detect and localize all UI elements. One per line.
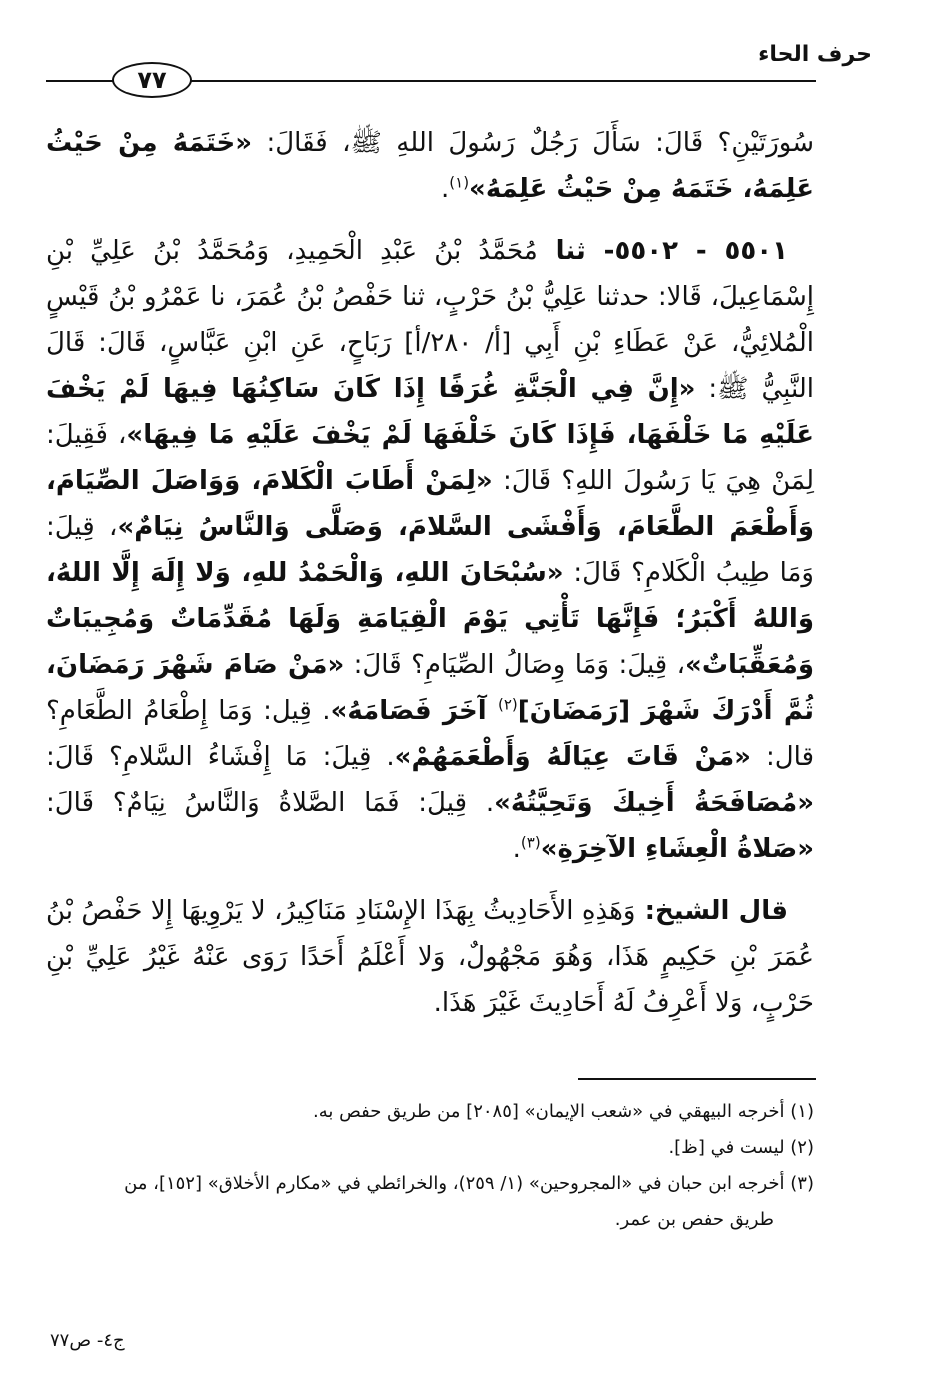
sheikh-label: قال الشيخ: xyxy=(635,896,788,926)
text-run: . قِيلَ: فَمَا الصَّلاةُ وَالنَّاسُ نِيَامٌ؟ قَالَ: xyxy=(46,788,495,818)
isnad-text: مُحَمَّدُ بْنُ عَبْدِ الْحَمِيدِ، وَمُحَمَّدُ بْنُ عَلِيِّ بْنِ إِسْمَاعِيلَ، قَالا: حدثنا عَلِيُّ بْنُ حَرْبٍ، ثنا حَفْصُ بْنُ عُمَرَ، نا عَمْرُو بْنُ قَيْسٍ الْمُلائِيُّ، عَنْ عَطَاءِ بْنِ أَبِي [أ/ ٢٨٠/أ] رَبَاحٍ، عَنِ ابْنِ عَبَّاسٍ، قَالَ: قَالَ النَّبِيُّ ﷺ: xyxy=(46,236,814,404)
footnotes xyxy=(46,1094,814,1238)
text-run: وَهَذِهِ الأَحَادِيثُ بِهَذَا الإِسْنَادِ مَنَاكِيرُ، لا يَرْوِيهَا إِلا حَفْصُ بْنُ عُمَرَ بْنِ حَكِيمٍ هَذَا، وَهُوَ مَجْهُولٌ، وَلا أَعْلَمُ أَحَدًا رَوَى عَنْهُ غَيْرُ عَلِيِّ بْنِ حَرْبٍ، وَلا أَعْرِفُ لَهُ أَحَادِيثَ غَيْرَ هَذَا. xyxy=(46,896,814,1018)
footnote-ref-3: (٣) xyxy=(520,833,541,852)
text-run: . xyxy=(512,834,521,864)
footnote-ref-1: (١) xyxy=(449,173,470,192)
header-rule-left xyxy=(46,80,116,82)
hadith-quote: «لِمَنْ أَطَابَ الْكَلامَ، وَوَاصَلَ الصِّيَامَ، وَأَطْعَمَ الطَّعَامَ، وَأَفْشَى السَّلامَ، وَصَلَّى وَالنَّاسُ نِيَامٌ» xyxy=(46,466,814,542)
footnote-2: (٢) ليست في [ظ]. xyxy=(668,1137,814,1158)
footnote-1: (١) أخرجه البيهقي في «شعب الإيمان» [٢٠٨٥] من طريق حفص به. xyxy=(312,1101,814,1122)
main-text xyxy=(46,120,814,1042)
text-run: سُورَتَيْنِ؟ قَالَ: سَأَلَ رَجُلٌ رَسُولَ اللهِ ﷺ، فَقَالَ: xyxy=(252,128,814,158)
hadith-quote: «مَنْ قَاتَ عِيَالَهُ وَأَطْعَمَهُمْ» xyxy=(394,742,751,772)
paragraph-2 xyxy=(46,228,814,872)
text-run: . قِيلَ: مَا إِفْشَاءُ السَّلامِ؟ قَالَ: xyxy=(46,742,395,772)
hadith-number: ٥٥٠١ - ٥٥٠٢- xyxy=(603,236,788,266)
footnote-3: (٣) أخرجه ابن حبان في «المجروحين» (١/ ٢٥٩)، والخرائطي في «مكارم الأخلاق» [١٥٢]، من xyxy=(124,1173,814,1194)
hadith-quote: «سُبْحَانَ اللهِ، وَالْحَمْدُ للهِ، وَلا إِلَهَ إِلَّا اللهُ، وَاللهُ أَكْبَرُ؛ فَإِنَّهَا تَأْتِي يَوْمَ الْقِيَامَةِ وَلَهَا مُقَدِّمَاتٌ وَمُجِيبَاتٌ وَمُعَقِّبَاتٌ» xyxy=(46,558,814,680)
header-rule-right xyxy=(186,80,816,82)
footnote-ref-2: (٢) xyxy=(497,695,518,714)
footnote-3-continued: طريق حفص بن عمر. xyxy=(614,1209,774,1230)
text-run: ، قِيلَ: وَمَا وِصَالُ الصِّيَامِ؟ قَالَ: xyxy=(344,650,686,680)
hadith-quote: «صَلاةُ الْعِشَاءِ الآخِرَةِ» xyxy=(540,834,814,864)
footnote-separator xyxy=(578,1078,816,1080)
text-run: ، فَقِيلَ: لِمَنْ هِيَ يَا رَسُولَ اللهِ؟ قَالَ: xyxy=(46,420,814,496)
hadith-quote: «مَنْ صَامَ شَهْرَ رَمَضَانَ، ثُمَّ أَدْرَكَ شَهْرَ [رَمَضَانَ] xyxy=(46,650,814,726)
text-run: . xyxy=(441,174,450,204)
text-run: ، قِيلَ: وَمَا طِيبُ الْكَلامِ؟ قَالَ: xyxy=(46,512,814,588)
thana-word: ثنا xyxy=(537,236,604,266)
hadith-quote: «إِنَّ فِي الْجَنَّةِ غُرَفًا إِذَا كَانَ سَاكِنُهَا فِيهَا لَمْ يَخْفَ عَلَيْهِ مَا خَلْفَهَا، فَإِذَا كَانَ خَلْفَهَا لَمْ يَخْفَ عَلَيْهِ مَا فِيهَا» xyxy=(46,374,814,450)
chapter-title: حرف الحاء xyxy=(758,42,872,67)
hadith-quote: آخَرَ فَصَامَهُ» xyxy=(330,696,498,726)
hadith-quote: «مُصَافَحَةُ أَخِيكَ وَتَحِيَّتُهُ» xyxy=(494,788,814,818)
hadith-quote: «خَتَمَهُ مِنْ حَيْثُ عَلِمَهُ، خَتَمَهُ مِنْ حَيْثُ عَلِمَهُ» xyxy=(46,128,814,204)
page-number: ٧٧ xyxy=(112,62,192,98)
folio-reference: ج٤- ص٧٧ xyxy=(50,1330,125,1351)
text-run: . قِيل: وَمَا إِطْعَامُ الطَّعَامِ؟ قال: xyxy=(46,696,815,772)
paragraph-3 xyxy=(46,888,814,1026)
paragraph-1 xyxy=(46,120,814,212)
